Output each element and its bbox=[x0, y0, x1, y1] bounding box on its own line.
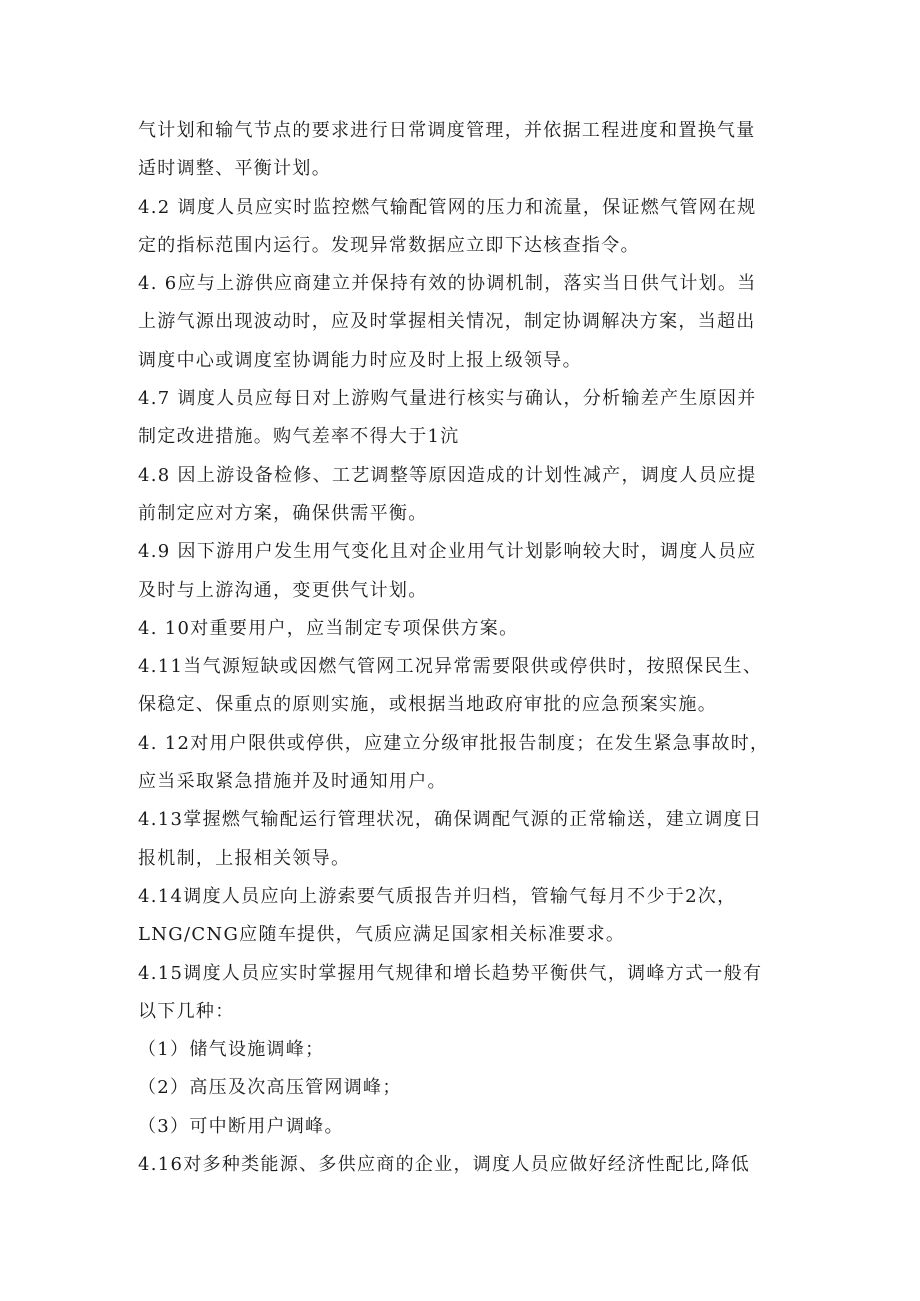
text-line: 保稳定、保重点的原则实施，或根据当地政府审批的应急预案实施。 bbox=[138, 694, 717, 716]
text-line: 定的指标范围内运行。发现异常数据应立即下达核查指令。 bbox=[138, 234, 640, 256]
text-line: 4.9 因下游用户发生用气变化且对企业用气计划影响较大时，调度人员应 bbox=[138, 541, 757, 563]
text-line: 前制定应对方案，确保供需平衡。 bbox=[138, 502, 428, 524]
text-line: 上游气源出现波动时，应及时掌握相关情况，制定协调解决方案，当超出 bbox=[138, 311, 756, 333]
text-line: 4.2 调度人员应实时监控燃气输配管网的压力和流量，保证燃气管网在规 bbox=[138, 196, 757, 218]
text-line: 以下几种： bbox=[138, 1000, 235, 1022]
text-line: 报机制，上报相关领导。 bbox=[138, 847, 351, 869]
text-line: 4.13掌握燃气输配运行管理状况，确保调配气源的正常输送，建立调度日 bbox=[138, 809, 763, 831]
text-line: 4. 10对重要用户，应当制定专项保供方案。 bbox=[138, 617, 519, 639]
text-line: 4.15调度人员应实时掌握用气规律和增长趋势平衡供气，调峰方式一般有 bbox=[138, 962, 763, 984]
text-line: 制定改进措施。购气差率不得大于1沆 bbox=[138, 426, 460, 448]
text-line: 4.8 因上游设备检修、工艺调整等原因造成的计划性减产，调度人员应提 bbox=[138, 464, 757, 486]
text-line: 4.14调度人员应向上游索要气质报告并归档，管输气每月不少于2次， bbox=[138, 885, 737, 907]
text-line: 4.16对多种类能源、多供应商的企业，调度人员应做好经济性配比,降低 bbox=[138, 1154, 750, 1176]
text-line: LNG/CNG应随车提供，气质应满足国家相关标准要求。 bbox=[138, 924, 626, 946]
text-line: （2）高压及次高压管网调峰； bbox=[138, 1077, 402, 1099]
text-line: （3）可中断用户调峰。 bbox=[138, 1115, 344, 1137]
text-line: （1）储气设施调峰； bbox=[138, 1039, 325, 1061]
text-line: 4. 12对用户限供或停供，应建立分级审批报告制度；在发生紧急事故时， bbox=[138, 732, 770, 754]
text-line: 4.11当气源短缺或因燃气管网工况异常需要限供或停供时，按照保民生、 bbox=[138, 656, 763, 678]
text-line: 应当采取紧急措施并及时通知用户。 bbox=[138, 771, 447, 793]
text-line: 4.7 调度人员应每日对上游购气量进行核实与确认，分析输差产生原因并 bbox=[138, 388, 757, 410]
text-line: 调度中心或调度室协调能力时应及时上报上级领导。 bbox=[138, 349, 582, 371]
text-line: 适时调整、平衡计划。 bbox=[138, 158, 331, 180]
document-body bbox=[138, 112, 798, 1184]
text-line: 气计划和输气节点的要求进行日常调度管理，并依据工程进度和置换气量 bbox=[138, 120, 756, 141]
text-line: 4. 6应与上游供应商建立并保持有效的协调机制，落实当日供气计划。当 bbox=[138, 273, 757, 295]
text-line: 及时与上游沟通，变更供气计划。 bbox=[138, 579, 428, 601]
